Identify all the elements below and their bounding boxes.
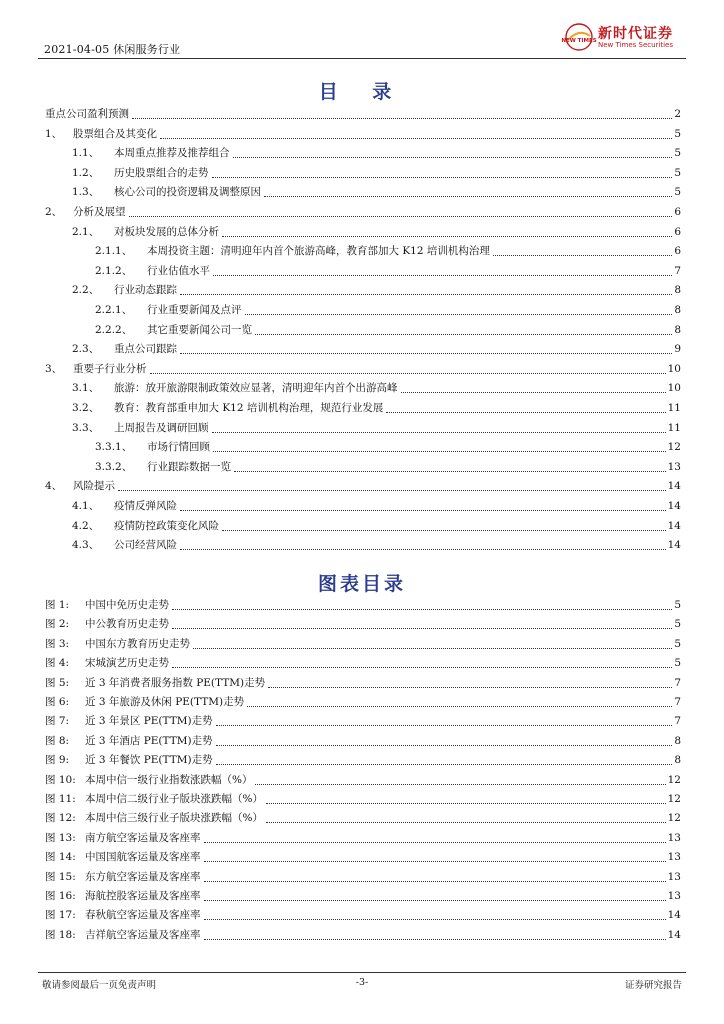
dot-leader: [234, 470, 666, 472]
figure-entry-number: 图 3:: [45, 637, 70, 650]
figure-entry-number: 图 13:: [45, 831, 76, 844]
figure-entry-number: 图 12:: [45, 812, 76, 825]
figure-entry-number: 图 14:: [45, 851, 76, 864]
dot-leader: [493, 254, 672, 256]
toc-entry-number: 2.2.1、: [95, 304, 133, 316]
toc-entry-title: 本周重点推荐及推荐组合: [114, 147, 230, 160]
dot-leader: [150, 372, 666, 374]
figure-entry-page: 5: [674, 618, 681, 631]
figure-entry-number: 图 8:: [45, 734, 70, 747]
toc-entry-number: 2.1.1、: [95, 245, 133, 258]
toc-entry-title: 重点公司盈利预测: [45, 108, 129, 120]
logo-mark-icon: [561, 22, 597, 52]
toc-entry-page: 14: [667, 480, 681, 493]
figure-entry[interactable]: [45, 870, 681, 885]
toc-entry-number: 1、: [45, 127, 63, 140]
figure-entry[interactable]: [45, 773, 681, 788]
figure-list-title: 图表目录: [317, 573, 406, 595]
toc-entry-page: 14: [667, 500, 681, 512]
figure-entry-page: 7: [674, 715, 681, 728]
figure-entry-title: 近 3 年酒店 PE(TTM)走势: [85, 734, 213, 747]
figure-entry[interactable]: [45, 792, 681, 807]
toc-entry-number: 1.1、: [72, 147, 100, 160]
dot-leader: [118, 489, 666, 491]
disclaimer-note: 敬请参阅最后一页免责声明: [42, 980, 157, 991]
toc-entry[interactable]: [45, 479, 681, 494]
dot-leader: [255, 333, 672, 335]
dot-leader: [204, 841, 666, 843]
figure-entry-number: 图 15:: [45, 870, 76, 883]
dot-leader: [180, 352, 672, 354]
toc-entry-title: 重要子行业分析: [73, 362, 147, 375]
figure-entry[interactable]: [45, 714, 681, 729]
toc-entry[interactable]: [45, 107, 681, 122]
dot-leader: [255, 783, 665, 785]
toc-entry-page: 5: [674, 127, 681, 140]
dot-leader: [386, 411, 665, 413]
figure-entry[interactable]: [45, 850, 681, 865]
dot-leader: [172, 666, 672, 668]
dot-leader: [160, 137, 672, 139]
toc-entry-page: 6: [674, 225, 681, 238]
toc-entry-page: 5: [674, 186, 681, 199]
toc-entry-number: 3.3.1、: [95, 441, 133, 454]
toc-entry-number: 1.3、: [72, 186, 100, 199]
toc-entry-page: 10: [667, 362, 681, 375]
toc-entry-page: 8: [674, 284, 681, 297]
figure-entry-page: 5: [674, 599, 681, 611]
figure-entry-title: 近 3 年餐饮 PE(TTM)走势: [85, 754, 213, 767]
dot-leader: [401, 391, 666, 393]
toc-entry-title: 公司经营风险: [114, 539, 177, 552]
dot-leader: [216, 744, 673, 746]
toc-entry-page: 14: [667, 519, 681, 532]
figure-entry-title: 吉祥航空客运量及客座率: [85, 928, 201, 941]
dot-leader: [172, 608, 672, 610]
toc-entry-number: 2.1、: [72, 225, 100, 238]
toc-entry-number: 3.1、: [72, 382, 100, 395]
figure-entry-page: 12: [667, 793, 681, 805]
dot-leader: [204, 880, 666, 882]
toc-entry[interactable]: [95, 303, 681, 318]
toc-entry[interactable]: [72, 225, 681, 240]
toc-entry-title: 风险提示: [73, 480, 115, 493]
toc-entry[interactable]: [95, 264, 681, 279]
toc-entry-title: 行业动态跟踪: [114, 284, 177, 297]
figure-entry-title: 中国中免历史走势: [85, 599, 169, 611]
toc-entry-number: 3、: [45, 362, 63, 375]
figure-entry-number: 图 9:: [45, 754, 70, 767]
toc-entry[interactable]: [72, 499, 681, 514]
dot-leader: [216, 763, 673, 765]
toc-entry-page: 6: [674, 245, 681, 258]
dot-leader: [245, 313, 673, 315]
toc-entry[interactable]: [72, 401, 681, 416]
figure-entry-title: 本周中信三级行业子版块涨跌幅（%）: [85, 812, 263, 825]
page-header: [38, 26, 686, 59]
figure-entry-number: 图 6:: [45, 696, 70, 708]
logo-chinese-name: 新时代证券: [598, 26, 673, 42]
figure-entry-page: 12: [667, 812, 681, 825]
dot-leader: [266, 821, 666, 823]
toc-entry-title: 疫情反弹风险: [114, 500, 177, 512]
figure-entry-number: 图 5:: [45, 676, 70, 689]
toc-title: 目 录: [318, 81, 406, 103]
figure-entry-number: 图 4:: [45, 657, 70, 670]
figure-entry[interactable]: [45, 598, 681, 613]
toc-entry-page: 2: [674, 108, 681, 120]
dot-leader: [264, 195, 672, 197]
toc-entry[interactable]: [72, 538, 681, 553]
toc-entry-title: 市场行情回顾: [147, 441, 210, 454]
toc-entry-title: 疫情防控政策变化风险: [114, 519, 219, 532]
figure-entry-title: 东方航空客运量及客座率: [85, 870, 201, 883]
toc-entry[interactable]: [72, 421, 681, 436]
figure-entry[interactable]: [45, 656, 681, 671]
toc-entry-number: 2.2、: [72, 284, 100, 297]
figure-entry-page: 12: [667, 773, 681, 786]
toc-entry-page: 11: [667, 402, 681, 414]
toc-entry-page: 12: [667, 441, 681, 454]
toc-entry[interactable]: [95, 244, 681, 259]
toc-entry-title: 教育：教育部重申加大 K12 培训机构治理，规范行业发展: [114, 402, 384, 414]
figure-entry[interactable]: [45, 811, 681, 826]
toc-entry-number: 4、: [45, 480, 63, 493]
toc-entry-title: 行业重要新闻及点评: [147, 304, 242, 316]
toc-entry-number: 4.2、: [72, 519, 100, 532]
figure-entry-title: 南方航空客运量及客座率: [85, 831, 201, 844]
toc-entry[interactable]: [45, 205, 681, 220]
toc-entry-number: 2.1.2、: [95, 264, 133, 277]
figure-entry-number: 图 16:: [45, 890, 76, 902]
dot-leader: [247, 705, 672, 707]
figure-entry-page: 5: [674, 657, 681, 670]
toc-entry-title: 重点公司跟踪: [114, 343, 177, 356]
figure-entry-title: 中国国航客运量及客座率: [85, 851, 201, 864]
header-date-category: 2021-04-05 休闲服务行业: [44, 43, 181, 56]
figure-entry[interactable]: [45, 928, 681, 943]
toc-entry-page: 13: [667, 460, 681, 473]
dot-leader: [193, 647, 672, 649]
toc-entry-number: 4.3、: [72, 539, 100, 552]
dot-leader: [216, 724, 673, 726]
figure-entry[interactable]: [45, 753, 681, 768]
toc-entry-page: 5: [674, 166, 681, 179]
logo-english-name: New Times Securities: [598, 41, 673, 49]
figure-entry-title: 本周中信二级行业子版块涨跌幅（%）: [85, 793, 263, 805]
dot-leader: [212, 176, 673, 178]
figure-entry[interactable]: [45, 889, 681, 904]
figure-entry[interactable]: [45, 695, 681, 710]
dot-leader: [268, 686, 672, 688]
toc-entry[interactable]: [72, 146, 681, 161]
toc-entry-title: 股票组合及其变化: [73, 127, 157, 140]
toc-entry-title: 行业跟踪数据一览: [147, 460, 231, 473]
figure-entry-page: 5: [674, 637, 681, 650]
figure-entry-page: 13: [667, 870, 681, 883]
toc-entry[interactable]: [72, 283, 681, 298]
toc-entry-page: 8: [674, 304, 681, 316]
dot-leader: [204, 938, 666, 940]
toc-entry[interactable]: [95, 460, 681, 475]
toc-entry-page: 9: [674, 343, 681, 356]
dot-leader: [180, 509, 666, 511]
dot-leader: [132, 117, 672, 119]
toc-entry-page: 14: [667, 539, 681, 552]
toc-entry-page: 6: [674, 206, 681, 218]
toc-entry-title: 上周报告及调研回顾: [114, 421, 209, 434]
figure-entry-number: 图 11:: [45, 793, 76, 805]
toc-entry-title: 本周投资主题：清明迎年内首个旅游高峰，教育部加大 K12 培训机构治理: [147, 245, 490, 258]
toc-entry-number: 2.3、: [72, 343, 100, 356]
toc-entry-title: 对板块发展的总体分析: [114, 225, 219, 238]
toc-entry-number: 3.2、: [72, 402, 100, 414]
toc-entry-title: 旅游：放开旅游限制政策效应显著，清明迎年内首个出游高峰: [114, 382, 398, 395]
figure-entry-number: 图 1:: [45, 599, 70, 611]
dot-leader: [172, 627, 672, 629]
figure-entry-title: 海航控股客运量及客座率: [85, 890, 201, 902]
toc-entry-page: 7: [674, 264, 681, 277]
figure-entry-title: 春秋航空客运量及客座率: [85, 909, 201, 922]
toc-entry-title: 分析及展望: [73, 206, 126, 218]
figure-entry-number: 图 7:: [45, 715, 70, 728]
toc-entry-title: 历史股票组合的走势: [114, 166, 209, 179]
toc-entry-number: 1.2、: [72, 166, 100, 179]
figure-entry-number: 图 17:: [45, 909, 76, 922]
toc-entry-title: 行业估值水平: [147, 264, 210, 277]
figure-entry-page: 14: [667, 909, 681, 922]
toc-entry-title: 其它重要新闻公司一览: [147, 323, 252, 336]
figure-entry-page: 13: [667, 890, 681, 902]
figure-entry[interactable]: [45, 676, 681, 691]
dot-leader: [213, 450, 666, 452]
figure-entry[interactable]: [45, 734, 681, 749]
toc-entry-page: 10: [667, 382, 681, 395]
toc-entry[interactable]: [45, 362, 681, 377]
figure-entry-title: 本周中信一级行业指数涨跌幅（%）: [85, 773, 253, 786]
toc-entry-page: 11: [667, 421, 681, 434]
figure-entry[interactable]: [45, 908, 681, 923]
dot-leader: [180, 548, 666, 550]
figure-entry-title: 近 3 年旅游及休闲 PE(TTM)走势: [85, 696, 245, 708]
toc-entry-number: 2.2.2、: [95, 323, 133, 336]
page-number: -3-: [355, 977, 369, 988]
toc-entry-page: 8: [674, 323, 681, 336]
page-footer: [38, 972, 686, 993]
figure-entry[interactable]: [45, 637, 681, 652]
dot-leader: [213, 274, 672, 276]
toc-entry[interactable]: [72, 342, 681, 357]
toc-entry[interactable]: [72, 185, 681, 200]
dot-leader: [222, 529, 666, 531]
figure-entry[interactable]: [45, 831, 681, 846]
figure-entry-number: 图 18:: [45, 928, 76, 941]
svg-text:NEW TIMES: NEW TIMES: [561, 38, 597, 44]
dot-leader: [180, 293, 672, 295]
dot-leader: [266, 802, 666, 804]
figure-entry-number: 图 10:: [45, 773, 76, 786]
dot-leader: [204, 899, 666, 901]
toc-entry-page: 5: [674, 147, 681, 160]
dot-leader: [129, 215, 673, 217]
figure-entry-page: 14: [667, 928, 681, 941]
toc-entry[interactable]: [72, 381, 681, 396]
figure-entry[interactable]: [45, 617, 681, 632]
figure-entry-title: 近 3 年景区 PE(TTM)走势: [85, 715, 213, 728]
figure-entry-title: 中国东方教育历史走势: [85, 637, 190, 650]
figure-entry-number: 图 2:: [45, 618, 70, 631]
toc-entry-number: 3.3.2、: [95, 460, 133, 473]
figure-entry-page: 8: [674, 734, 681, 747]
toc-entry-number: 3.3、: [72, 421, 100, 434]
figure-entry-page: 7: [674, 696, 681, 708]
dot-leader: [204, 918, 666, 920]
toc-entry-title: 核心公司的投资逻辑及调整原因: [114, 186, 261, 199]
toc-entry[interactable]: [95, 323, 681, 338]
dot-leader: [233, 156, 673, 158]
figure-entry-page: 7: [674, 676, 681, 689]
toc-entry[interactable]: [95, 440, 681, 455]
figure-entry-title: 宋城演艺历史走势: [85, 657, 169, 670]
figure-entry-page: 13: [667, 851, 681, 864]
toc-entry-number: 2、: [45, 206, 63, 218]
toc-entry[interactable]: [72, 166, 681, 181]
figure-entry-title: 近 3 年消费者服务指数 PE(TTM)走势: [85, 676, 266, 689]
dot-leader: [222, 235, 672, 237]
report-type: 证券研究报告: [624, 980, 682, 991]
company-logo: [561, 22, 684, 52]
toc-entry[interactable]: [45, 127, 681, 142]
dot-leader: [204, 860, 666, 862]
figure-entry-page: 8: [674, 754, 681, 767]
figure-entry-title: 中公教育历史走势: [85, 618, 169, 631]
toc-entry-number: 4.1、: [72, 500, 100, 512]
toc-entry[interactable]: [72, 519, 681, 534]
figure-entry-page: 13: [667, 831, 681, 844]
dot-leader: [212, 431, 666, 433]
